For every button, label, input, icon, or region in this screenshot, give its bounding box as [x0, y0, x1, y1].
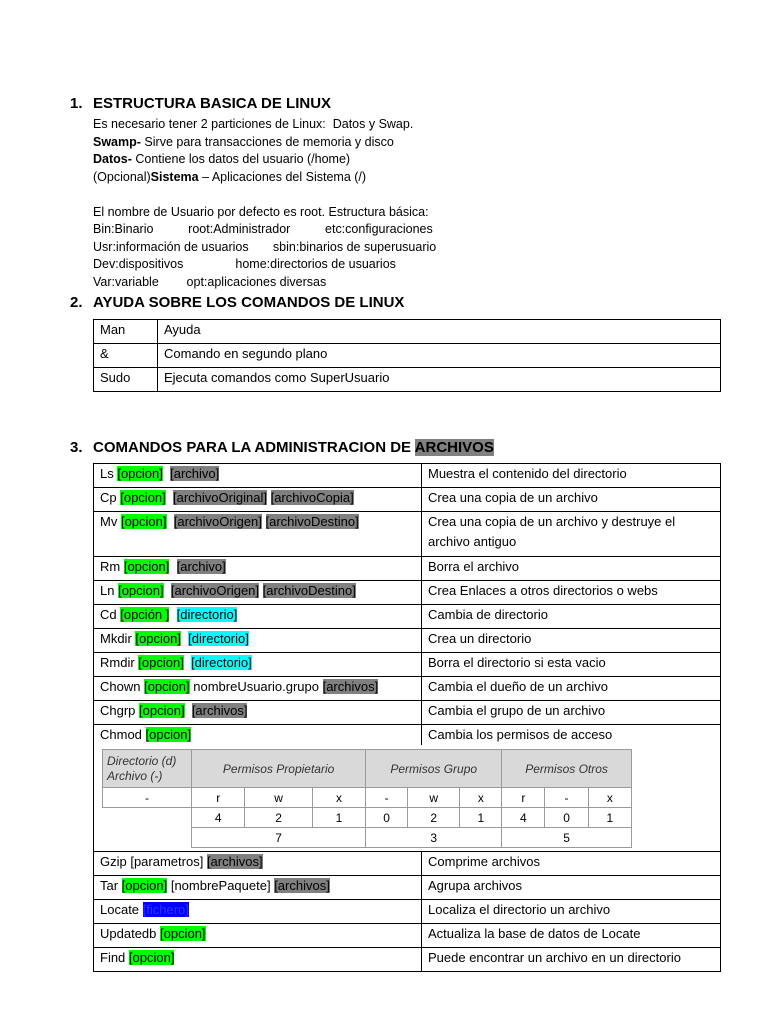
table-row [94, 512, 721, 557]
perm-cell: 4 [192, 808, 245, 828]
perm-cell: - [103, 788, 192, 808]
chmod-cell [94, 725, 721, 852]
desc-cell: Muestra el contenido del directorio [422, 464, 721, 488]
cmd-cell: Cp [opcion] [archivoOriginal] [archivoCopia] [94, 488, 422, 512]
perm-others-header: Permisos Otros [502, 750, 632, 788]
cmd-cell: Cd [opción ] [directorio] [94, 605, 422, 629]
table-row [94, 677, 721, 701]
perm-cell: 0 [545, 808, 588, 828]
cmd-cell: Ls [opcion] [archivo] [94, 464, 422, 488]
desc-cell: Comprime archivos [422, 852, 721, 876]
cmd-cell: Chgrp [opcion] [archivos] [94, 701, 422, 725]
perm-cell: 4 [502, 808, 545, 828]
cmd-cell: Sudo [94, 368, 158, 392]
desc-cell: Cambia de directorio [422, 605, 721, 629]
perm-cell: w [245, 788, 312, 808]
cmd-cell: & [94, 344, 158, 368]
table-row [94, 852, 721, 876]
cmd-cell: Gzip [parametros] [archivos] [94, 852, 422, 876]
perm-cell: 0 [366, 808, 408, 828]
table-row [94, 725, 721, 852]
cmd-cell: Locate [fichero] [94, 900, 422, 924]
perm-owner-header: Permisos Propietario [192, 750, 366, 788]
cmd-cell: Updatedb [opcion] [94, 924, 422, 948]
desc-cell: Crea Enlaces a otros directorios o webs [422, 581, 721, 605]
perm-sum-group: 3 [366, 828, 502, 848]
table-row [94, 900, 721, 924]
table-row [94, 653, 721, 677]
perm-cell: - [545, 788, 588, 808]
perm-cell: 1 [588, 808, 631, 828]
table-row [94, 581, 721, 605]
desc-cell: Ayuda [158, 320, 721, 344]
permissions-table [102, 749, 634, 849]
cmd-cell: Chown [opcion] nombreUsuario.grupo [archivos] [94, 677, 422, 701]
table-row [94, 368, 721, 392]
perm-cell: 1 [312, 808, 365, 828]
cmd-cell: Tar [opcion] [nombrePaquete] [archivos] [94, 876, 422, 900]
section-3-title: 3. COMANDOS PARA LA ADMINISTRACION DE ARCHIVOS [70, 439, 494, 456]
table-row [94, 488, 721, 512]
table-row [94, 876, 721, 900]
table-row [94, 924, 721, 948]
perm-blank [103, 808, 192, 828]
perm-cell: r [502, 788, 545, 808]
table-row [94, 464, 721, 488]
perm-cell: 2 [407, 808, 460, 828]
intro-text: Es necesario tener 2 particiones de Linux: Datos y Swap. Swamp- Sirve para transacciones de memoria y disco Datos- Contiene los datos del usuario (/home) (Opcional)Sistema – Aplicaciones del Sistema (/) El nombre de Usuario por defecto es root. Estructura básica: Bin:Binario root:Administrador etc:configuraciones Usr:información de usuarios sbin:binarios de superusuario Dev:dispositivos home:directorios de usuarios Var:variable opt:aplicaciones diversas [93, 117, 437, 289]
perm-blank [103, 828, 192, 848]
desc-cell: Cambia los permisos de acceso [428, 727, 613, 742]
desc-cell: Ejecuta comandos como SuperUsuario [158, 368, 721, 392]
desc-cell: Crea un directorio [422, 629, 721, 653]
table-row [94, 629, 721, 653]
cmd-cell: Rmdir [opcion] [directorio] [94, 653, 422, 677]
perm-cell: x [460, 788, 502, 808]
section-2-title: 2. AYUDA SOBRE LOS COMANDOS DE LINUX [70, 294, 405, 311]
perm-cell: 2 [245, 808, 312, 828]
perm-cell: 1 [460, 808, 502, 828]
desc-cell: Actualiza la base de datos de Locate [422, 924, 721, 948]
table-row [94, 344, 721, 368]
help-table [93, 319, 721, 392]
perm-sum-others: 5 [502, 828, 632, 848]
desc-cell: Borra el archivo [422, 557, 721, 581]
perm-cell: r [192, 788, 245, 808]
perm-sum-owner: 7 [192, 828, 366, 848]
cmd-cell: Chmod [opcion] [94, 725, 422, 745]
desc-cell: Crea una copia de un archivo y destruye el archivo antiguo [422, 512, 721, 557]
table-row [94, 320, 721, 344]
cmd-cell: Man [94, 320, 158, 344]
desc-cell: Comando en segundo plano [158, 344, 721, 368]
table-row [94, 605, 721, 629]
perm-cell: - [366, 788, 408, 808]
perm-cell: x [588, 788, 631, 808]
perm-cell: x [312, 788, 365, 808]
perm-group-header: Permisos Grupo [366, 750, 502, 788]
table-row [94, 701, 721, 725]
cmd-cell: Mv [opcion] [archivoOrigen] [archivoDestino] [94, 512, 422, 557]
desc-cell: Agrupa archivos [422, 876, 721, 900]
section-1-title: 1. ESTRUCTURA BASICA DE LINUX [70, 95, 332, 112]
commands-table [93, 463, 721, 972]
desc-cell: Cambia el dueño de un archivo [422, 677, 721, 701]
cmd-cell: Rm [opcion] [archivo] [94, 557, 422, 581]
table-row [94, 948, 721, 972]
cmd-cell: Ln [opcion] [archivoOrigen] [archivoDestino] [94, 581, 422, 605]
desc-cell: Cambia el grupo de un archivo [422, 701, 721, 725]
desc-cell: Puede encontrar un archivo en un directorio [422, 948, 721, 972]
perm-cell: w [407, 788, 460, 808]
desc-cell: Borra el directorio si esta vacio [422, 653, 721, 677]
desc-cell: Localiza el directorio un archivo [422, 900, 721, 924]
table-row [94, 557, 721, 581]
cmd-cell: Mkdir [opcion] [directorio] [94, 629, 422, 653]
perm-col0-header: Directorio (d) Archivo (-) [103, 750, 192, 788]
desc-cell: Crea una copia de un archivo [422, 488, 721, 512]
cmd-cell: Find [opcion] [94, 948, 422, 972]
